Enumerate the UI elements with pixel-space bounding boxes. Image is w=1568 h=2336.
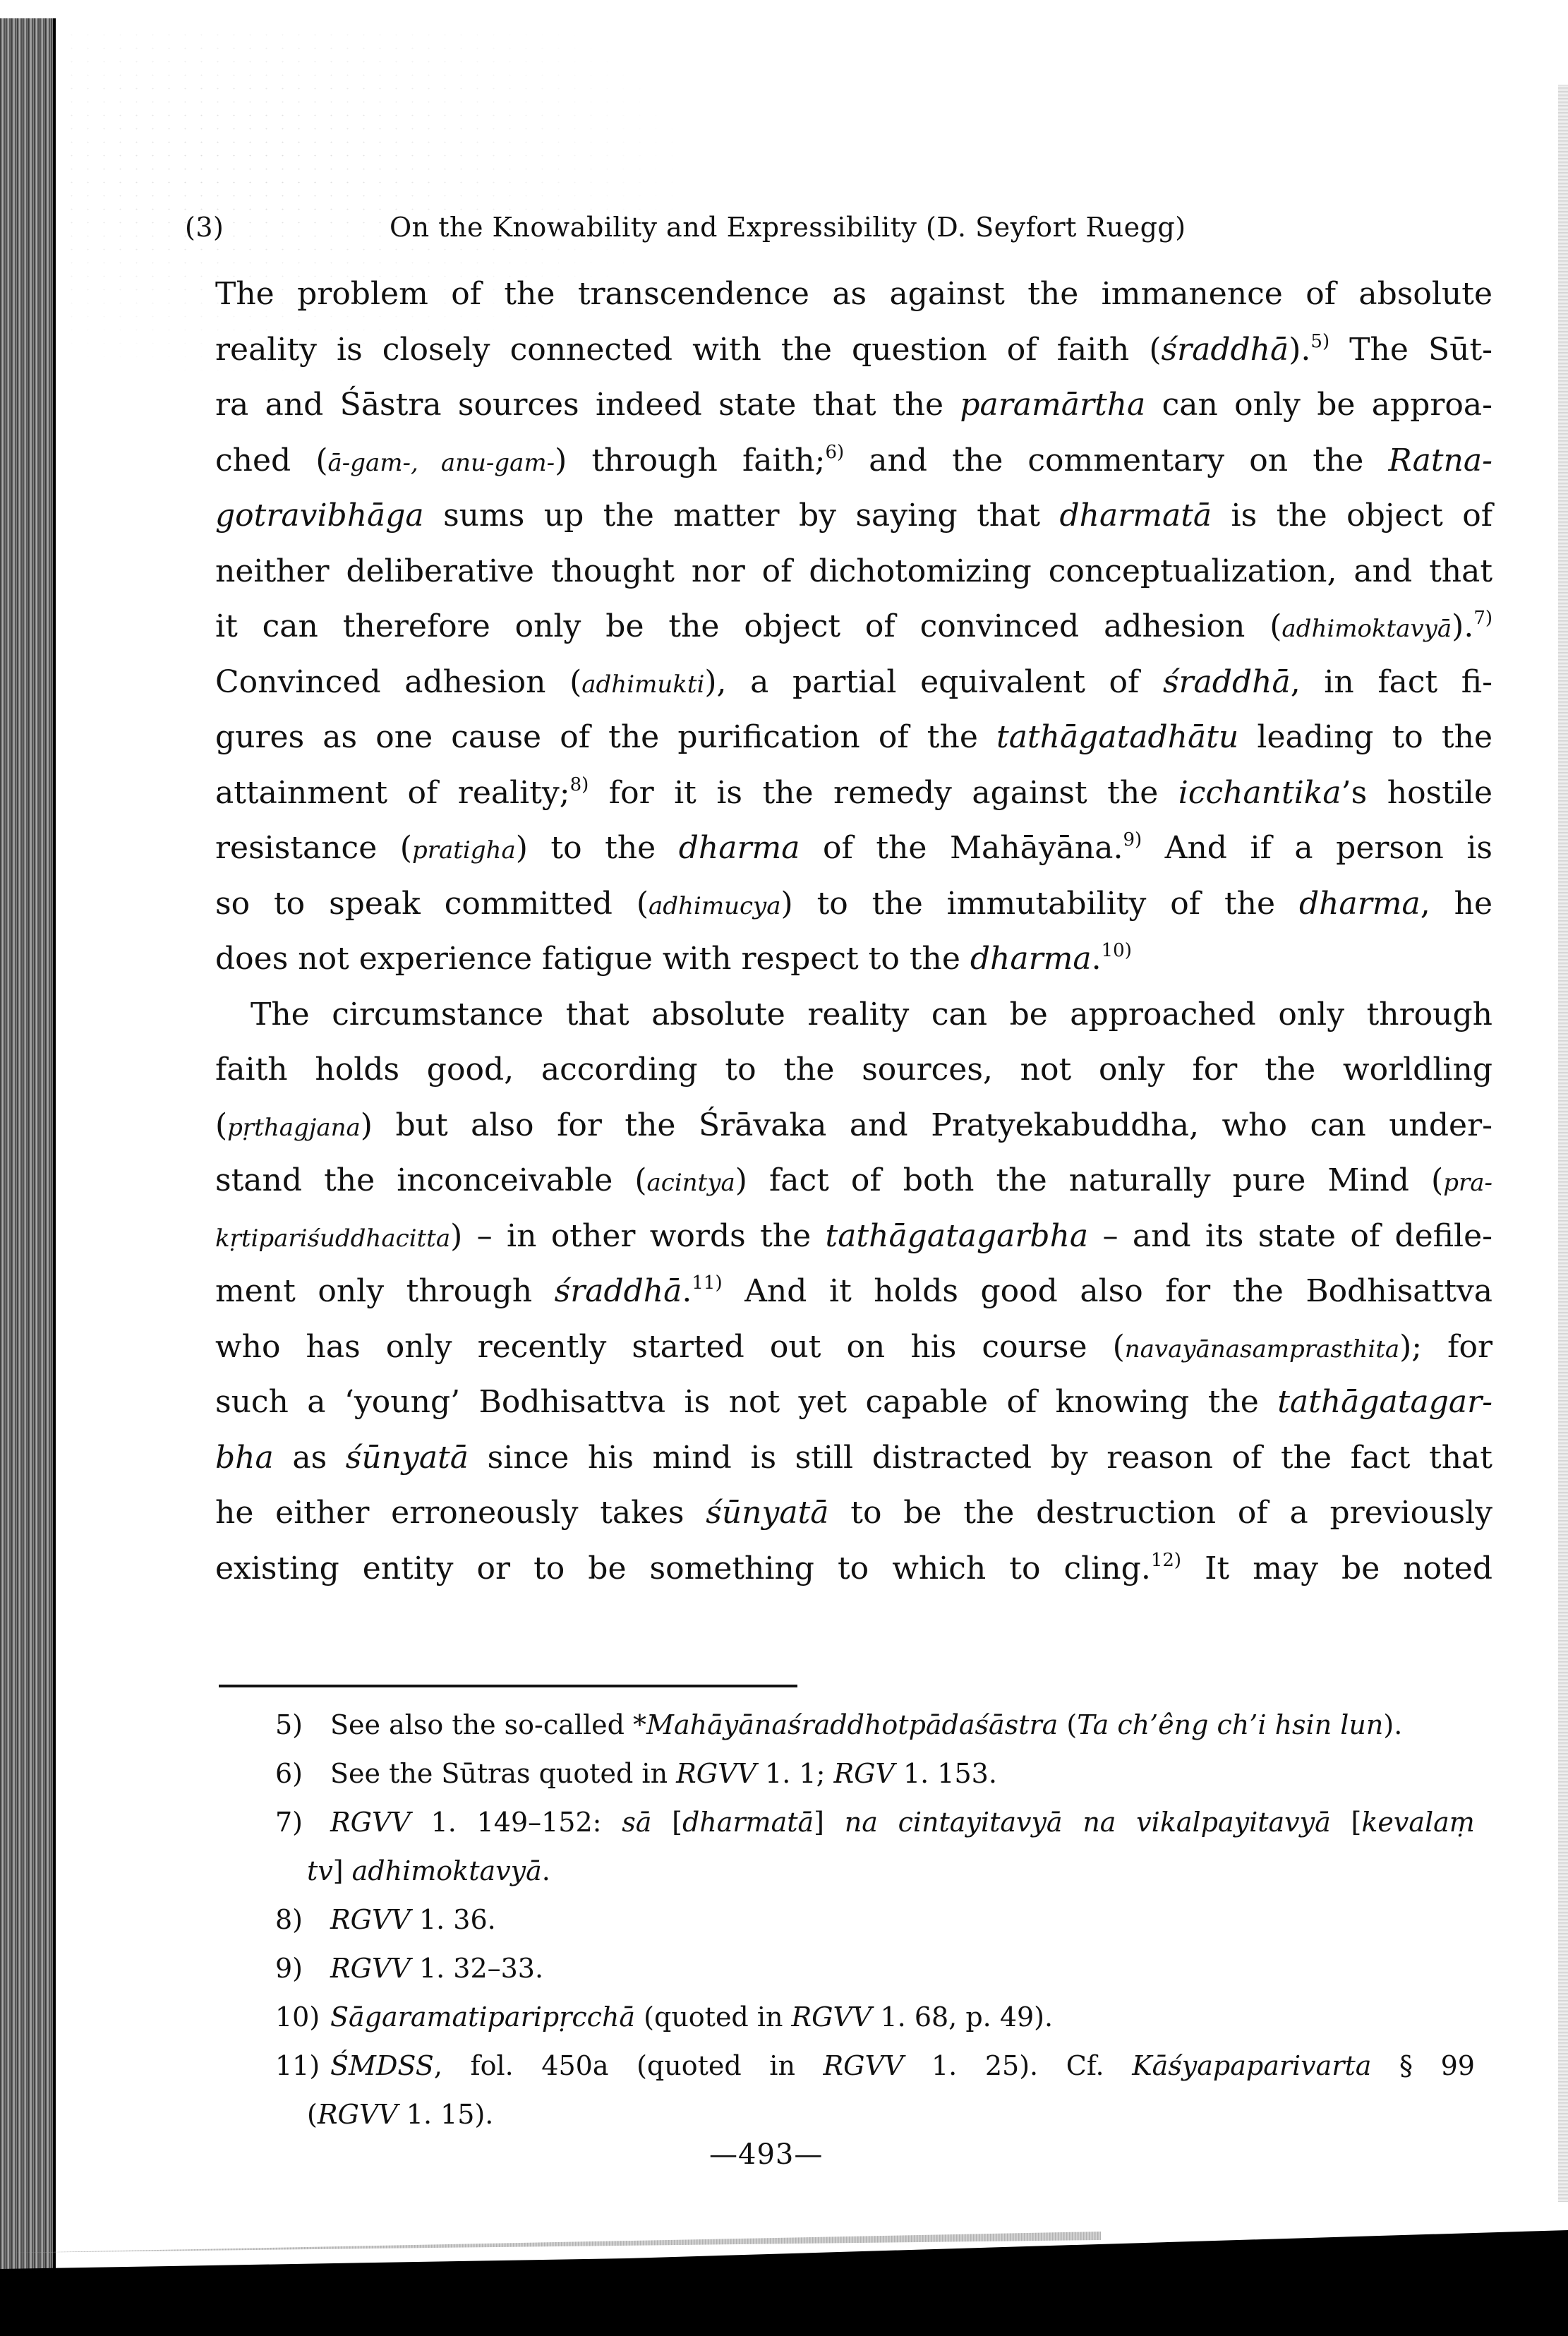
text-run: stand the inconceivable ( bbox=[215, 1162, 647, 1198]
footnote bbox=[275, 1701, 1475, 1750]
text-run: ) but also for the Śrāvaka and Pratyekabuddha, who can under- bbox=[360, 1107, 1492, 1143]
text-line bbox=[215, 1153, 1492, 1209]
text-line bbox=[215, 766, 1492, 821]
text-run: ). bbox=[1452, 608, 1474, 644]
text-line bbox=[215, 433, 1492, 489]
text-run: who has only recently started out on his course ( bbox=[215, 1328, 1125, 1365]
text-run: faith holds good, according to the sources, not only for the worldling bbox=[215, 1052, 1492, 1088]
text-run: ra and Śāstra sources indeed state that the bbox=[215, 387, 960, 423]
text-line bbox=[215, 821, 1492, 877]
footnote-reference: 12) bbox=[1150, 1549, 1182, 1571]
italic-term: pra- bbox=[1443, 1169, 1492, 1197]
text-run: 1. 153. bbox=[894, 1758, 997, 1789]
text-run: ment only through bbox=[215, 1273, 555, 1309]
text-run: And it holds good also for the Bodhisattva bbox=[722, 1273, 1492, 1309]
text-run: . bbox=[682, 1273, 692, 1309]
text-line bbox=[215, 710, 1492, 766]
text-line bbox=[215, 1375, 1492, 1431]
text-run: such a ‘young’ Bodhisattva is not yet capable of knowing the bbox=[215, 1384, 1278, 1420]
text-run: – and its state of defile- bbox=[1088, 1217, 1492, 1254]
text-line bbox=[215, 1541, 1492, 1597]
text-run: 1. 1; bbox=[756, 1758, 834, 1789]
footnote-continuation bbox=[275, 2090, 1475, 2139]
text-run: And if a person is bbox=[1142, 830, 1493, 866]
footnote bbox=[275, 1993, 1475, 2042]
book-binding-shadow bbox=[0, 18, 53, 2284]
footnote-number: 6) bbox=[275, 1758, 303, 1789]
text-run: Convinced adhesion ( bbox=[215, 663, 582, 700]
running-head bbox=[185, 212, 1385, 254]
text-run: and the commentary on the bbox=[844, 442, 1389, 478]
text-run: ) through faith; bbox=[555, 442, 826, 478]
section-number: (3) bbox=[185, 212, 224, 243]
footnote-number: 10) bbox=[275, 2001, 320, 2033]
main-text bbox=[215, 267, 1492, 1596]
italic-term: śraddhā bbox=[1162, 663, 1291, 700]
text-run: does not experience fatigue with respect to the bbox=[215, 941, 970, 977]
text-run: 1. 36. bbox=[410, 1904, 496, 1935]
footnote-continuation bbox=[275, 1847, 1475, 1896]
text-run: ). bbox=[1289, 331, 1311, 368]
text-run: ). bbox=[1383, 1709, 1403, 1740]
text-run: See the Sūtras quoted in bbox=[330, 1758, 677, 1789]
footnote-number: 9) bbox=[275, 1953, 303, 1984]
italic-term: Ratna- bbox=[1388, 442, 1492, 478]
italic-term: icchantika bbox=[1178, 774, 1341, 811]
text-line bbox=[215, 1320, 1492, 1375]
text-line bbox=[215, 1431, 1492, 1486]
text-run: sums up the matter by saying that bbox=[423, 498, 1060, 534]
italic-term: RGVV bbox=[330, 1807, 411, 1838]
italic-term: bha bbox=[215, 1439, 274, 1476]
italic-term: tathāgatagar- bbox=[1277, 1384, 1492, 1420]
footnote bbox=[275, 1944, 1475, 1993]
text-run: ( bbox=[307, 2099, 318, 2130]
footnote bbox=[275, 2042, 1475, 2090]
footnote bbox=[275, 1896, 1475, 1944]
text-run: ( bbox=[1058, 1709, 1078, 1740]
italic-term: dharma bbox=[1298, 885, 1421, 922]
text-run: ); for bbox=[1399, 1328, 1492, 1365]
footnote bbox=[275, 1750, 1475, 1798]
text-line bbox=[215, 1486, 1492, 1541]
text-run: ), a partial equivalent of bbox=[704, 663, 1163, 700]
italic-term: Mahāyānaśraddhotpādaśāstra bbox=[646, 1709, 1059, 1740]
text-run: ) fact of both the naturally pure Mind ( bbox=[735, 1162, 1444, 1198]
italic-term: śraddhā bbox=[1161, 331, 1289, 368]
italic-term: kṛtipariśuddhacitta bbox=[215, 1224, 451, 1253]
text-line bbox=[215, 488, 1492, 544]
italic-term: RGVV bbox=[791, 2001, 872, 2033]
italic-term: na cintayitavyā na vikalpayitavyā bbox=[844, 1807, 1331, 1838]
footnote-reference: 10) bbox=[1101, 940, 1132, 961]
text-run: The Sūt- bbox=[1329, 331, 1492, 368]
italic-term: dharma bbox=[970, 941, 1092, 977]
footnote-reference: 7) bbox=[1473, 608, 1492, 629]
text-run: [ bbox=[651, 1807, 682, 1838]
text-line bbox=[215, 599, 1492, 655]
italic-term: kevalaṃ bbox=[1361, 1807, 1476, 1838]
text-line bbox=[215, 1042, 1492, 1098]
text-run: as bbox=[273, 1439, 346, 1476]
text-run: attainment of reality; bbox=[215, 774, 570, 811]
text-run: The problem of the transcendence as against the immanence of absolute bbox=[215, 276, 1492, 312]
text-line bbox=[215, 267, 1492, 323]
text-run: so to speak committed ( bbox=[215, 885, 649, 922]
text-line bbox=[215, 932, 1492, 987]
italic-term: RGVV bbox=[317, 2099, 398, 2130]
text-line bbox=[215, 987, 1492, 1043]
italic-term: RGVV bbox=[676, 1758, 756, 1789]
text-line bbox=[215, 877, 1492, 932]
footnotes bbox=[275, 1701, 1475, 2139]
text-run: to be the destruction of a previously bbox=[828, 1495, 1493, 1531]
text-line bbox=[215, 544, 1492, 600]
footnote-number: 5) bbox=[275, 1709, 303, 1740]
text-run: ) to the immutability of the bbox=[780, 885, 1299, 922]
italic-term: śūnyatā bbox=[345, 1439, 469, 1476]
footnote-reference: 9) bbox=[1123, 829, 1142, 850]
italic-term: RGVV bbox=[823, 2050, 904, 2081]
text-run: ched ( bbox=[215, 442, 328, 478]
page-edge-shadow bbox=[1558, 85, 1568, 2202]
text-run: 1. 149–152: bbox=[410, 1807, 622, 1838]
italic-term: tathāgatadhātu bbox=[996, 719, 1239, 755]
text-run: (quoted in bbox=[635, 2001, 792, 2033]
footnote-reference: 8) bbox=[569, 773, 589, 795]
footnote-number: 7) bbox=[275, 1807, 303, 1838]
page-number: —493— bbox=[709, 2138, 824, 2171]
text-run: See also the so-called * bbox=[330, 1709, 647, 1740]
text-line bbox=[215, 1098, 1492, 1154]
text-run: . bbox=[541, 1855, 550, 1886]
text-run: can only be approa- bbox=[1145, 387, 1492, 423]
italic-term: adhimoktavyā bbox=[351, 1855, 542, 1886]
text-run: ] bbox=[814, 1807, 845, 1838]
italic-term: adhimukti bbox=[581, 670, 705, 699]
text-run: existing entity or to be something to which to cling. bbox=[215, 1550, 1151, 1587]
text-run: . bbox=[1091, 941, 1102, 977]
text-run: ] bbox=[332, 1855, 352, 1886]
text-run: ( bbox=[215, 1107, 228, 1143]
text-run: gures as one cause of the purification of the bbox=[215, 719, 997, 755]
italic-term: pratigha bbox=[411, 836, 516, 865]
italic-term: ā-gam-, anu-gam- bbox=[327, 448, 555, 477]
text-run: is the object of bbox=[1212, 498, 1492, 534]
text-run: , he bbox=[1420, 885, 1492, 922]
text-run: 1. 32–33. bbox=[410, 1953, 544, 1984]
text-run: 1. 25). Cf. bbox=[903, 2050, 1133, 2081]
text-run: he either erroneously takes bbox=[215, 1495, 706, 1531]
italic-term: tathāgatagarbha bbox=[825, 1217, 1089, 1254]
italic-term: acintya bbox=[646, 1169, 735, 1197]
text-run: neither deliberative thought nor of dichotomizing conceptualization, and that bbox=[215, 553, 1492, 589]
italic-term: Kāśyapaparivarta bbox=[1132, 2050, 1372, 2081]
footnote-number: 11) bbox=[275, 2050, 320, 2081]
italic-term: adhimucya bbox=[649, 891, 781, 920]
text-run: ) to the bbox=[515, 830, 679, 866]
italic-term: navayānasamprasthita bbox=[1124, 1335, 1400, 1363]
italic-term: RGVV bbox=[330, 1904, 411, 1935]
text-run: ’s hostile bbox=[1341, 774, 1493, 811]
text-run: It may be noted bbox=[1181, 1550, 1493, 1587]
text-run: ) – in other words the bbox=[450, 1217, 826, 1254]
italic-term: paramārtha bbox=[960, 387, 1146, 423]
italic-term: dharmatā bbox=[682, 1807, 814, 1838]
text-run: [ bbox=[1330, 1807, 1362, 1838]
italic-term: dharma bbox=[678, 830, 800, 866]
text-run: reality is closely connected with the question of faith ( bbox=[215, 331, 1162, 368]
footnote-number: 8) bbox=[275, 1904, 303, 1935]
italic-term: gotravibhāga bbox=[215, 498, 424, 534]
footnote bbox=[275, 1798, 1475, 1847]
text-run: 1. 15). bbox=[397, 2099, 494, 2130]
text-run: The circumstance that absolute reality can be approached only through bbox=[251, 996, 1492, 1032]
text-run: for it is the remedy against the bbox=[589, 774, 1178, 811]
text-run: , fol. 450a (quoted in bbox=[433, 2050, 824, 2081]
text-run: § 99 bbox=[1371, 2050, 1475, 2081]
text-run: , in fact fi- bbox=[1290, 663, 1492, 700]
italic-term: pṛthagjana bbox=[227, 1113, 361, 1142]
text-run: it can therefore only be the object of convinced adhesion ( bbox=[215, 608, 1282, 644]
footnote-reference: 5) bbox=[1310, 330, 1330, 352]
running-head-title: On the Knowability and Expressibility (D. Seyfort Ruegg) bbox=[390, 212, 1186, 243]
text-run: resistance ( bbox=[215, 830, 412, 866]
italic-term: sā bbox=[622, 1807, 652, 1838]
text-line bbox=[215, 1264, 1492, 1320]
italic-term: RGV bbox=[833, 1758, 895, 1789]
text-line bbox=[215, 1209, 1492, 1265]
italic-term: tv bbox=[307, 1855, 333, 1886]
text-run: since his mind is still distracted by reason of the fact that bbox=[469, 1439, 1492, 1476]
scanner-bottom-border bbox=[0, 2230, 1568, 2336]
italic-term: Sāgaramatiparipṛcchā bbox=[330, 2001, 636, 2033]
text-run: of the Mahāyāna. bbox=[800, 830, 1123, 866]
footnote-separator bbox=[219, 1685, 797, 1687]
italic-term: dharmatā bbox=[1059, 498, 1212, 534]
italic-term: adhimoktavyā bbox=[1281, 615, 1452, 643]
italic-term: Ta ch’êng ch’i hsin lun bbox=[1077, 1709, 1384, 1740]
text-run: 1. 68, p. 49). bbox=[872, 2001, 1054, 2033]
italic-term: ŚMDSS bbox=[330, 2050, 434, 2081]
text-line bbox=[215, 378, 1492, 433]
text-line bbox=[215, 655, 1492, 711]
italic-term: śūnyatā bbox=[706, 1495, 829, 1531]
italic-term: śraddhā bbox=[554, 1273, 682, 1309]
footnote-reference: 11) bbox=[692, 1272, 723, 1294]
text-line bbox=[215, 323, 1492, 378]
italic-term: RGVV bbox=[330, 1953, 411, 1984]
footnote-reference: 6) bbox=[825, 441, 845, 463]
text-run: leading to the bbox=[1238, 719, 1492, 755]
